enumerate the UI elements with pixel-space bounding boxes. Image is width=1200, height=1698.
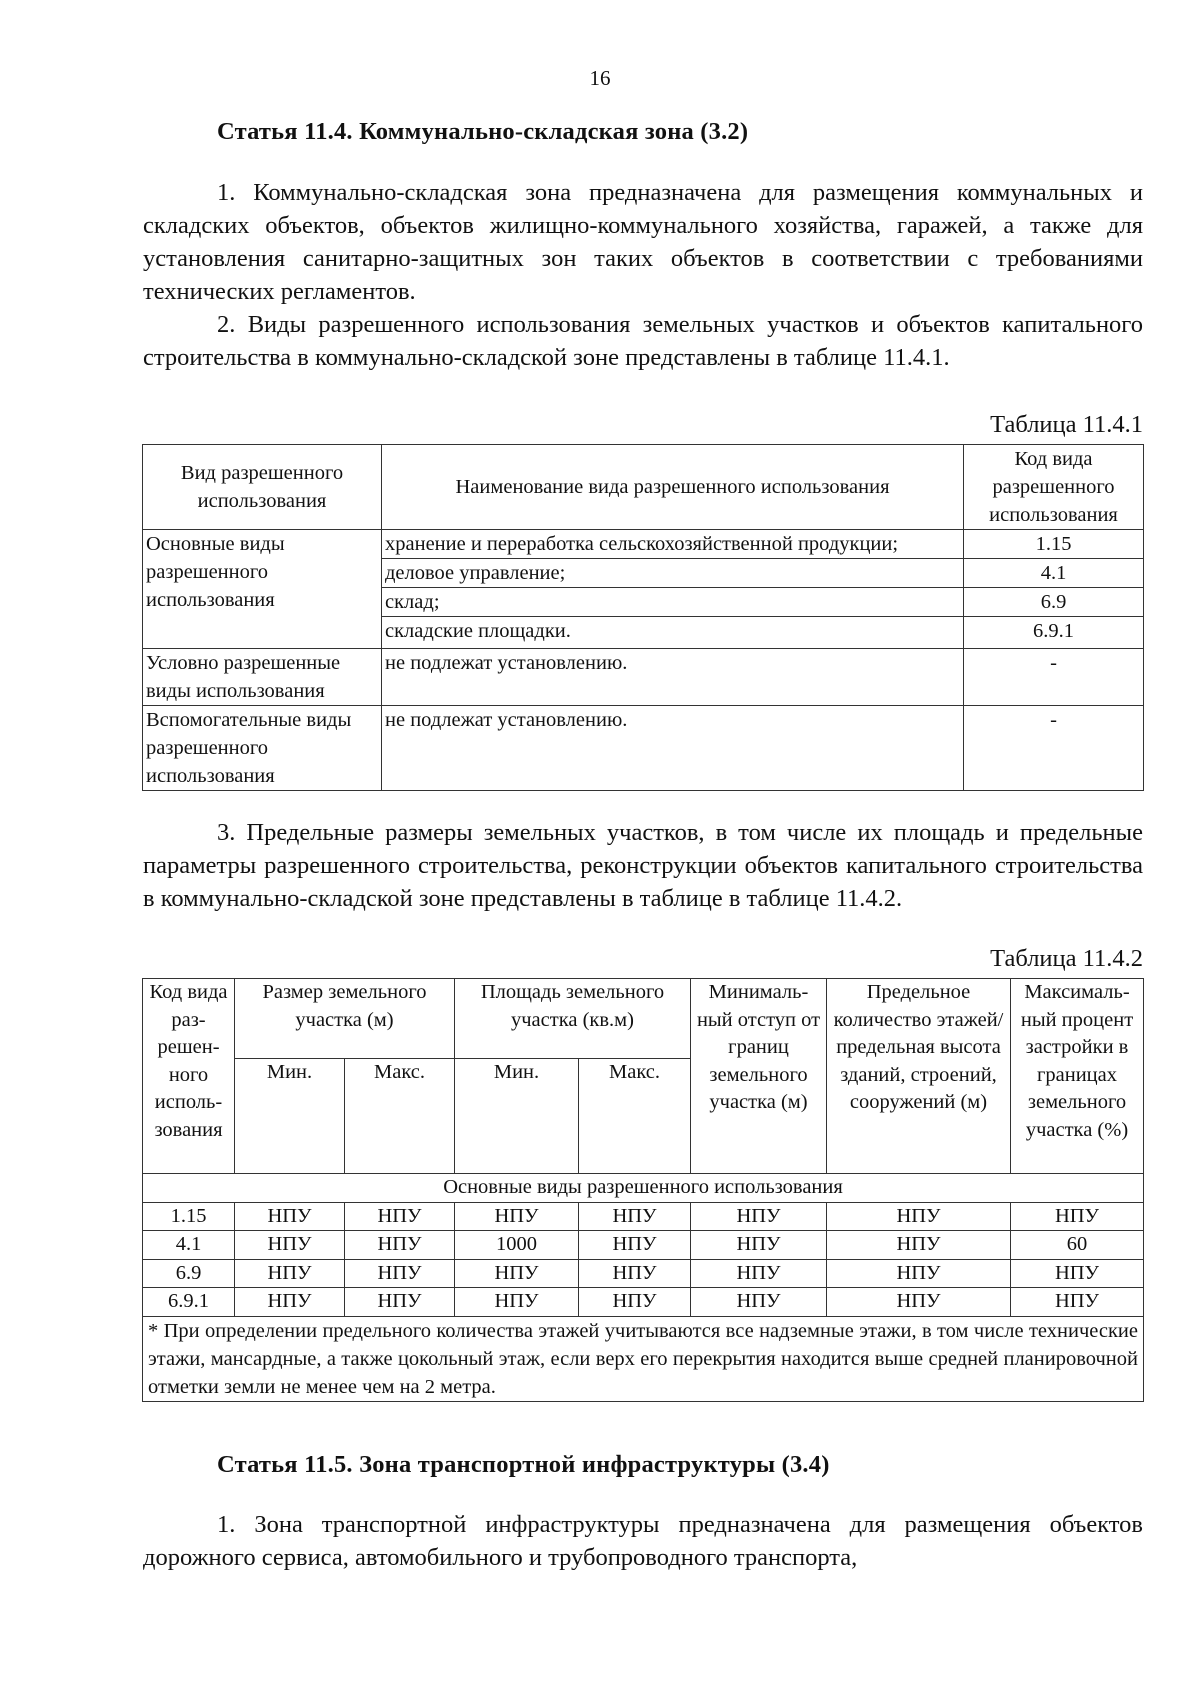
table2-cell: НПУ — [579, 1202, 691, 1231]
table2-cell: 4.1 — [143, 1231, 235, 1260]
table2-cell: НПУ — [235, 1202, 345, 1231]
table2-cell: НПУ — [579, 1259, 691, 1288]
table-11-4-1 — [142, 444, 1144, 791]
table2-group-label: Основные виды разрешенного использования — [143, 1174, 1144, 1203]
table2-cell: НПУ — [235, 1259, 345, 1288]
table2-cell: НПУ — [827, 1259, 1011, 1288]
table2-cell: НПУ — [1011, 1202, 1144, 1231]
table1-cell-name: не подлежат установлению. — [382, 649, 964, 706]
article-11-4-paragraph-3 — [143, 816, 1143, 915]
table1-header-name: Наименование вида разрешенного использования — [382, 445, 964, 530]
table2-cell: НПУ — [691, 1288, 827, 1317]
table1-header-kind: Вид разрешенного использования — [143, 445, 382, 530]
table1-group-label: Условно разрешенные виды использования — [143, 649, 382, 706]
table2-cell: НПУ — [345, 1231, 455, 1260]
table-11-4-2-caption: Таблица 11.4.2 — [990, 945, 1143, 972]
table2-cell: 6.9 — [143, 1259, 235, 1288]
table1-cell-name: хранение и переработка сельскохозяйственной продукции; — [382, 530, 964, 559]
table2-cell: НПУ — [691, 1202, 827, 1231]
table2-cell: НПУ — [345, 1202, 455, 1231]
table1-cell-name: склад; — [382, 588, 964, 617]
table-11-4-1-caption: Таблица 11.4.1 — [990, 411, 1143, 438]
article-11-5-paragraph-1 — [143, 1508, 1143, 1574]
table1-cell-name: складские площадки. — [382, 617, 964, 649]
table1-cell-code: 6.9.1 — [964, 617, 1144, 649]
table2-cell: НПУ — [579, 1288, 691, 1317]
article-11-4-paragraph-2 — [143, 308, 1143, 374]
paragraph-text: 1. Коммунально-складская зона предназначена для размещения коммунальных и складских объектов, объектов жилищно-коммунального хозяйства, гаражей, а также для установления санитарно-защитных зон таких объектов в соответствии с требованиями технических регламентов. — [143, 179, 1143, 305]
table2-header-size: Размер земельного участка (м) — [235, 979, 455, 1059]
paragraph-text: 3. Предельные размеры земельных участков, в том числе их площадь и предельные параметры разрешенного строительства, реконструкции объектов капитального строительства в коммунально-складской зоне представлены в таблице в таблице 11.4.2. — [143, 819, 1143, 912]
table2-cell: НПУ — [1011, 1288, 1144, 1317]
table2-cell: 1.15 — [143, 1202, 235, 1231]
table2-cell: НПУ — [827, 1202, 1011, 1231]
table2-cell: НПУ — [579, 1231, 691, 1260]
table2-footnote: * При определении предельного количества этажей учитываются все надземные этажи, в том числе технические этажи, мансардные, а также цокольный этаж, если верх его перекрытия находится выше средней планировочной отметки земли не менее чем на 2 метра. — [143, 1316, 1144, 1401]
article-11-4-paragraph-1 — [143, 176, 1143, 308]
table-11-4-2 — [142, 978, 1144, 1402]
table1-header-code: Код вида разрешенного использования — [964, 445, 1144, 530]
table1-cell-name: не подлежат установлению. — [382, 706, 964, 791]
table2-header-setback: Минималь-ный отступ от границ земельного участка (м) — [691, 979, 827, 1174]
table2-header-percent: Максималь-ный процент застройки в границах земельного участка (%) — [1011, 979, 1144, 1174]
table2-cell: 1000 — [455, 1231, 579, 1260]
table2-cell: НПУ — [1011, 1259, 1144, 1288]
table1-cell-code: - — [964, 706, 1144, 791]
table1-group-label: Вспомогательные виды разрешенного использования — [143, 706, 382, 791]
table1-cell-code: 6.9 — [964, 588, 1144, 617]
table1-group-label: Основные виды разрешенного использования — [143, 530, 382, 649]
paragraph-text: 1. Зона транспортной инфраструктуры предназначена для размещения объектов дорожного сервиса, автомобильного и трубопроводного транспорта, — [143, 1511, 1143, 1571]
table2-header-area: Площадь земельного участка (кв.м) — [455, 979, 691, 1059]
table2-cell: НПУ — [345, 1259, 455, 1288]
table2-cell: 6.9.1 — [143, 1288, 235, 1317]
table2-header-floors: Предельное количество этажей/ предельная высота зданий, строений, сооружений (м) — [827, 979, 1011, 1174]
table2-header-size-max: Макс. — [345, 1059, 455, 1174]
table1-cell-code: 1.15 — [964, 530, 1144, 559]
table2-cell: НПУ — [235, 1288, 345, 1317]
table2-cell: НПУ — [455, 1288, 579, 1317]
table1-cell-code: - — [964, 649, 1144, 706]
table1-cell-code: 4.1 — [964, 559, 1144, 588]
table2-cell: НПУ — [345, 1288, 455, 1317]
table2-header-code: Код вида раз-решен-ного исполь-зования — [143, 979, 235, 1174]
paragraph-text: 2. Виды разрешенного использования земельных участков и объектов капитального строительства в коммунально-складской зоне представлены в таблице 11.4.1. — [143, 311, 1143, 371]
table2-cell: НПУ — [691, 1231, 827, 1260]
table2-cell: НПУ — [455, 1259, 579, 1288]
table2-header-area-min: Мин. — [455, 1059, 579, 1174]
table2-header-size-min: Мин. — [235, 1059, 345, 1174]
article-11-4-heading: Статья 11.4. Коммунально-складская зона (3.2) — [217, 118, 749, 145]
table2-cell: НПУ — [235, 1231, 345, 1260]
table2-header-area-max: Макс. — [579, 1059, 691, 1174]
table2-cell: 60 — [1011, 1231, 1144, 1260]
table2-cell: НПУ — [827, 1288, 1011, 1317]
article-11-5-heading: Статья 11.5. Зона транспортной инфраструктуры (3.4) — [217, 1451, 830, 1478]
table2-cell: НПУ — [827, 1231, 1011, 1260]
page-number: 16 — [589, 66, 611, 90]
table1-cell-name: деловое управление; — [382, 559, 964, 588]
table2-cell: НПУ — [455, 1202, 579, 1231]
table2-cell: НПУ — [691, 1259, 827, 1288]
